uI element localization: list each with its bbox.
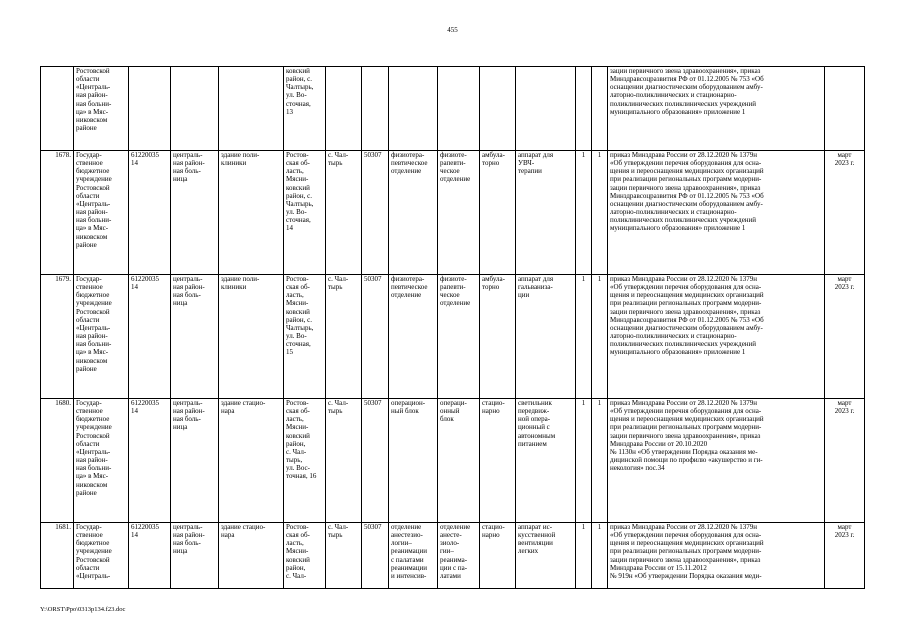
equipment-cell: аппарат для УВЧ- терапии bbox=[516, 151, 576, 275]
address-cell: Ростов- ская об- ласть, Мясни- ковский район, с. Чалтырь, ул. Во- сточная, 14 bbox=[284, 151, 326, 275]
quantity-cell: 1 bbox=[576, 523, 592, 589]
locality-cell: с. Чал- тырь bbox=[326, 275, 362, 399]
date-cell: март 2023 г. bbox=[825, 151, 865, 275]
locality-cell: с. Чал- тырь bbox=[326, 399, 362, 523]
department-cell bbox=[389, 67, 438, 151]
code-cell: 61220035 14 bbox=[129, 151, 171, 275]
equipment-cell: светильник передвиж- ной опера- ционный с автономным питанием bbox=[516, 399, 576, 523]
date-cell: март 2023 г. bbox=[825, 523, 865, 589]
address-cell: Ростов- ская об- ласть, Мясни- ковский район, с. Чал- bbox=[284, 523, 326, 589]
equipment-table bbox=[40, 66, 865, 589]
care-mode-cell: стацио- нарно bbox=[480, 523, 516, 589]
address-cell: ковский район, с. Чалтырь, ул. Во- сточная, 13 bbox=[284, 67, 326, 151]
okato-cell: 50307 bbox=[362, 151, 389, 275]
building-cell: здание поли- клиники bbox=[219, 275, 284, 399]
quantity-cell: 1 bbox=[592, 151, 608, 275]
unit-cell: операци- онный блок bbox=[438, 399, 480, 523]
organization-cell: Государ- ственное бюджетное учреждение Ростовской области «Централь- ная район- ная больни- ца» в Мяс- никовском районе bbox=[74, 399, 129, 523]
address-cell: Ростов- ская об- ласть, Мясни- ковский район, с. Чалтырь, ул. Во- сточная, 15 bbox=[284, 275, 326, 399]
unit-cell bbox=[438, 67, 480, 151]
quantity-cell: 1 bbox=[592, 399, 608, 523]
quantity-cell: 1 bbox=[576, 151, 592, 275]
department-cell: операцион- ный блок bbox=[389, 399, 438, 523]
organization-cell: Государ- ственное бюджетное учреждение Ростовской области «Централь- bbox=[74, 523, 129, 589]
building-cell: здание стацио- нара bbox=[219, 399, 284, 523]
code-cell: 61220035 14 bbox=[129, 399, 171, 523]
code-cell bbox=[129, 67, 171, 151]
quantity-cell bbox=[576, 67, 592, 151]
code-cell: 61220035 14 bbox=[129, 523, 171, 589]
building-cell: здание стацио- нара bbox=[219, 523, 284, 589]
footer-file-path: Y:\ORST\Ppo\0313p134.f23.doc bbox=[40, 606, 126, 613]
quantity-cell bbox=[592, 67, 608, 151]
department-cell: физиотера- певтическое отделение bbox=[389, 275, 438, 399]
table-row bbox=[41, 275, 865, 399]
facility-type-cell bbox=[171, 67, 219, 151]
address-cell: Ростов- ская об- ласть, Мясни- ковский район, с. Чал- тырь, ул. Вос- точная, 16 bbox=[284, 399, 326, 523]
unit-cell: физиоте- рапевти- ческое отделение bbox=[438, 275, 480, 399]
table-body bbox=[41, 67, 865, 589]
equipment-cell: аппарат ис- кусственной вентиляции легких bbox=[516, 523, 576, 589]
table-row bbox=[41, 399, 865, 523]
table-row bbox=[41, 151, 865, 275]
care-mode-cell: стацио- нарно bbox=[480, 399, 516, 523]
legal-basis-cell: приказ Минздрава России от 28.12.2020 № 1379н «Об утверждении перечня оборудования для осна- щения и переоснащения медицинских организаций при реализации региональных программ модерни- зации первичного звена здравоохранения», приказ Минздравсоцразвития РФ от 01.12.2005 № 753 «Об оснащении диагностическим оборудованием амбу- латорно-поликлинических и стационарно- поликлинических поликлинических учреждений муниципального образования» приложение 1 bbox=[608, 275, 825, 399]
organization-cell: Государ- ственное бюджетное учреждение Ростовской области «Централь- ная район- ная больни- ца» в Мяс- никовском районе bbox=[74, 275, 129, 399]
department-cell: физиотера- певтическое отделение bbox=[389, 151, 438, 275]
organization-cell: Ростовской области «Централь- ная район- ная больни- ца» в Мяс- никовском районе bbox=[74, 67, 129, 151]
unit-cell: отделение анесте- зиоло- гии– реанима- ции с па- латами bbox=[438, 523, 480, 589]
facility-type-cell: централь- ная район- ная боль- ница bbox=[171, 151, 219, 275]
locality-cell: с. Чал- тырь bbox=[326, 523, 362, 589]
row-number: 1681. bbox=[41, 523, 74, 589]
quantity-cell: 1 bbox=[576, 275, 592, 399]
equipment-cell bbox=[516, 67, 576, 151]
okato-cell: 50307 bbox=[362, 399, 389, 523]
building-cell: здание поли- клиники bbox=[219, 151, 284, 275]
facility-type-cell: централь- ная район- ная боль- ница bbox=[171, 275, 219, 399]
legal-basis-cell: приказ Минздрава России от 28.12.2020 № 1379н «Об утверждении перечня оборудования для осна- щения и переоснащения медицинских организаций при реализации региональных программ модерни- зации первичного звена здравоохранения», приказ Минздрава России от 15.11.2012 № 919н «Об утверждении Порядка оказания меди- bbox=[608, 523, 825, 589]
locality-cell bbox=[326, 67, 362, 151]
equipment-cell: аппарат для гальваниза- ции bbox=[516, 275, 576, 399]
care-mode-cell bbox=[480, 67, 516, 151]
facility-type-cell: централь- ная район- ная боль- ница bbox=[171, 523, 219, 589]
row-number bbox=[41, 67, 74, 151]
page-number: 455 bbox=[447, 26, 458, 34]
table-row bbox=[41, 67, 865, 151]
organization-cell: Государ- ственное бюджетное учреждение Ростовской области «Централь- ная район- ная больни- ца» в Мяс- никовском районе bbox=[74, 151, 129, 275]
quantity-cell: 1 bbox=[576, 399, 592, 523]
quantity-cell: 1 bbox=[592, 275, 608, 399]
okato-cell bbox=[362, 67, 389, 151]
date-cell: март 2023 г. bbox=[825, 275, 865, 399]
okato-cell: 50307 bbox=[362, 275, 389, 399]
building-cell bbox=[219, 67, 284, 151]
row-number: 1680. bbox=[41, 399, 74, 523]
legal-basis-cell: приказ Минздрава России от 28.12.2020 № 1379н «Об утверждении перечня оборудования для осна- щения и переоснащения медицинских организаций при реализации региональных программ модерни- зации первичного звена здравоохранения», приказ Минздравсоцразвития РФ от 01.12.2005 № 753 «Об оснащении диагностическим оборудованием амбу- латорно-поликлинических и стационарно- поликлинических поликлинических учреждений муниципального образования» приложение 1 bbox=[608, 151, 825, 275]
row-number: 1679. bbox=[41, 275, 74, 399]
code-cell: 61220035 14 bbox=[129, 275, 171, 399]
locality-cell: с. Чал- тырь bbox=[326, 151, 362, 275]
care-mode-cell: амбула- торно bbox=[480, 151, 516, 275]
legal-basis-cell: приказ Минздрава России от 28.12.2020 № 1379н «Об утверждении перечня оборудования для осна- щения и переоснащения медицинских организаций при реализации региональных программ модерни- зации первичного звена здравоохранения», приказ Минздрава России от 20.10.2020 № 1130н «Об утверждении Порядка оказания ме- дицинской помощи по профилю «акушерство и ги- некология» пос.34 bbox=[608, 399, 825, 523]
department-cell: отделение анестезио- логии– реанимации с палатами реанимации и интенсив- bbox=[389, 523, 438, 589]
legal-basis-cell: зации первичного звена здравоохранения», приказ Минздравсоцразвития РФ от 01.12.2005 № 753 «Об оснащении диагностическим оборудованием амбу- латорно-поликлинических и стационарно- поликлинических поликлинических учреждений муниципального образования» приложение 1 bbox=[608, 67, 825, 151]
date-cell bbox=[825, 67, 865, 151]
unit-cell: физиоте- рапевти- ческое отделение bbox=[438, 151, 480, 275]
date-cell: март 2023 г. bbox=[825, 399, 865, 523]
row-number: 1678. bbox=[41, 151, 74, 275]
facility-type-cell: централь- ная район- ная боль- ница bbox=[171, 399, 219, 523]
okato-cell: 50307 bbox=[362, 523, 389, 589]
table-row bbox=[41, 523, 865, 589]
care-mode-cell: амбула- торно bbox=[480, 275, 516, 399]
quantity-cell: 1 bbox=[592, 523, 608, 589]
